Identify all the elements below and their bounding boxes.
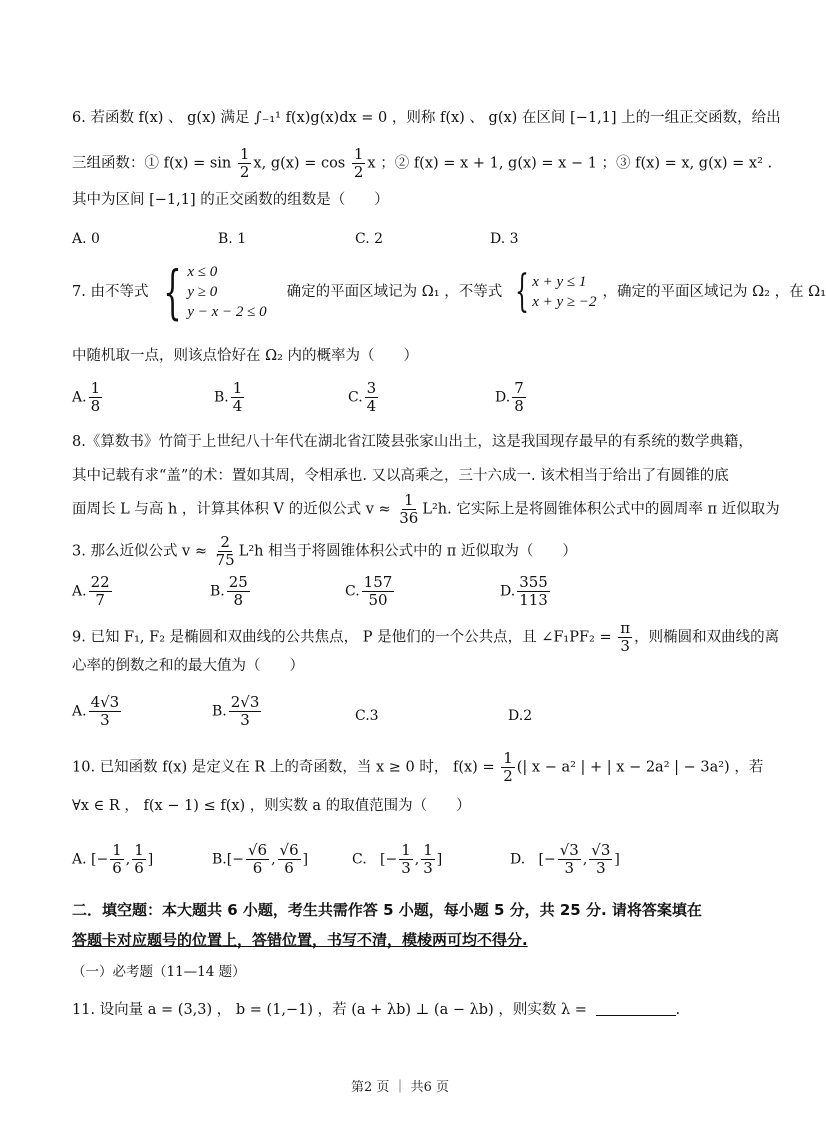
frac-den: 8 [233,591,244,609]
frac-den: 113 [519,591,548,609]
frac-num: √3 [559,841,579,859]
q7-option-b[interactable] [214,380,246,415]
frac-den: 3 [240,711,250,729]
frac-num: 1 [401,841,411,859]
q8-option-c[interactable] [345,574,396,609]
q6-option-c[interactable]: C. 2 [355,231,384,247]
frac-den: 6 [134,859,144,877]
option-label: C. [355,708,370,724]
frac-den: 50 [368,591,388,609]
q8-line3 [72,492,780,527]
q9-option-d[interactable] [508,706,532,726]
option-label: D. [500,583,516,600]
frac-den: 8 [514,397,524,415]
left-brace: { [163,258,183,326]
q7-line2: 中随机取一点，则该点恰好在 Ω₂ 内的概率为（ ） [72,348,419,364]
frac-den: 75 [215,551,235,569]
page-footer: 第2 页 ｜ 共6 页 [350,1080,450,1095]
frac-den: 4 [232,397,243,415]
q6-line2-mid1: x, g(x) = cos [253,155,350,172]
frac-num: 1 [423,841,433,859]
sys2-row: x + y ≤ 1 [532,274,587,290]
q8-line3-b: L²h. 它实际上是将圆锥体积公式中的圆周率 π 近似取为 [422,501,780,518]
frac-num: 25 [228,573,248,591]
option-label: C. [352,851,367,868]
frac-den: 2 [353,163,364,181]
q9-line1-b: ，则椭圆和双曲线的离 [634,629,780,646]
option-label: A. [72,851,87,868]
frac-num: 1 [353,145,364,163]
section2-subheading: （一）必考题（11—14 题） [72,964,246,980]
q6-line2 [72,146,772,181]
frac-num: 1 [404,491,414,509]
q7-option-d[interactable] [495,380,528,415]
frac-num: 2√3 [230,693,260,711]
frac-den: 3 [620,637,630,655]
q8-option-b[interactable] [210,574,252,609]
q6-option-d[interactable]: D. 3 [490,231,519,247]
option-value: 3 [369,708,379,724]
q11-line: 11. 设向量 a = (3,3) ， b = (1,−1) ，若 (a + λb) ⊥ (a − λb) ，则实数 λ = . [72,1002,681,1018]
frac-num: √3 [591,841,611,859]
frac-den: 3 [401,859,411,877]
frac-den: 6 [252,859,263,877]
answer-blank[interactable] [596,1015,676,1016]
option-label: B. [214,389,229,406]
option-label: C. [345,583,360,600]
q11-text: 11. 设向量 a = (3,3) ， b = (1,−1) ，若 (a + λb) ⊥ (a − λb) ，则实数 λ = [72,1002,592,1018]
frac-num: π [620,619,631,637]
option-label: D. [510,851,526,868]
q7-option-c[interactable] [348,380,380,415]
q9-line1 [72,620,779,655]
q10-option-b[interactable]: B.[− $\frac{√6}{6}$ , $\frac{√6}{6}$ ] [212,841,309,877]
section2-instructions: 答题卡对应题号的位置上，答错位置，书写不清，模棱两可均不得分. [72,931,528,949]
frac-den: 7 [95,591,105,609]
q10-line1-a: 10. 已知函数 f(x) 是定义在 R 上的奇函数，当 x ≥ 0 时， f(x) = [72,759,500,776]
section2-heading: 二．填空题：本大题共 6 小题，考生共需作答 5 小题，每小题 5 分，共 25 分. 请将答案填在 [72,901,702,919]
q9-option-a[interactable] [72,694,123,729]
frac-num: 1 [232,379,243,397]
q6-line2-mid2: x ；② f(x) = x + 1, g(x) = x − 1 ；③ f(x) = x, g(x) = x² . [367,155,773,172]
frac-num: 2 [220,533,230,551]
frac-num: 1 [134,841,144,859]
option-label: A. [72,583,87,600]
frac-den: 3 [596,859,606,877]
half-fraction [352,146,366,181]
q7-prefix: 7. 由不等式 [72,284,149,300]
frac-den: 6 [112,859,122,877]
inequality-system-1 [154,258,267,326]
frac-num: 4√3 [90,693,120,711]
q8-line3-a: 面周长 L 与高 h ，计算其体积 V 的近似公式 v ≈ [72,501,396,518]
q7-option-a[interactable] [72,380,104,415]
q10-option-a[interactable]: A. [− $\frac{1}{6}$ , $\frac{1}{6}$ ] [72,841,154,877]
q9-option-b[interactable] [212,694,263,729]
frac-den: 3 [100,711,110,729]
frac-den: 3 [564,859,575,877]
frac-num: 3 [366,379,377,397]
frac-num: 355 [519,573,548,591]
frac-num: 1 [239,145,250,163]
q10-line2: ∀x ∈ R ， f(x − 1) ≤ f(x) ，则实数 a 的取值范围为（ ） [72,798,471,814]
option-label: D. [495,389,511,406]
left-brace: { [515,266,530,317]
option-label: C. [348,389,363,406]
q7-suffix: ，确定的平面区域记为 Ω₂ ，在 Ω₁ [602,284,826,300]
frac-den: 2 [503,767,513,785]
frac-num: √6 [279,841,299,859]
frac-num: 157 [363,573,393,591]
frac-num: 1 [503,749,513,767]
option-label: A. [72,703,87,720]
frac-num: 1 [90,379,101,397]
q7-line1 [72,258,826,326]
frac-den: 4 [366,397,377,415]
q10-line1-b: (| x − a² | + | x − 2a² | − 3a²) ，若 [516,759,764,776]
frac-den: 2 [239,163,250,181]
option-label: B. [210,583,225,600]
q6-option-a[interactable]: A. 0 [72,231,100,247]
q8-line4-a: 3. 那么近似公式 v ≈ [72,543,212,560]
q8-option-d[interactable] [500,574,552,609]
sys1-row: y − x − 2 ≤ 0 [187,304,267,320]
option-label: D. [508,708,524,724]
sys1-row: y ≥ 0 [187,284,218,300]
sys2-row: x + y ≥ −2 [532,294,597,310]
frac-den: 8 [90,397,101,415]
q8-option-a[interactable] [72,574,114,609]
q9-line1-a: 9. 已知 F₁, F₂ 是椭圆和双曲线的公共焦点， P 是他们的一个公共点，且 ∠F₁PF₂ = [72,629,617,646]
sys1-row: x ≤ 0 [187,264,218,280]
half-fraction [238,146,252,181]
q8-line1: 8.《算数书》竹简于上世纪八十年代在湖北省江陵县张家山出土，这是我国现存最早的有系统的数学典籍， [72,434,753,450]
frac-num: 7 [514,379,524,397]
q7-mid: 确定的平面区域记为 Ω₁ ，不等式 [286,284,503,300]
q9-line2: 心率的倒数之和的最大值为（ ） [72,658,304,674]
q6-option-b[interactable]: B. 1 [218,231,247,247]
q9-option-c[interactable] [355,706,379,726]
q8-line4 [72,534,577,569]
frac-num: 22 [90,573,110,591]
frac-den: 36 [399,509,419,527]
frac-den: 6 [284,859,294,877]
q6-line3: 其中为区间 [−1,1] 的正交函数的组数是（ ） [72,192,389,208]
option-label: A. [72,389,87,406]
q8-line4-b: L²h 相当于将圆锥体积公式中的 π 近似取为（ ） [238,543,577,560]
q8-line2: 其中记载有求“盖”的术：置如其周，令相承也. 又以高乘之，三十六成一. 该术相当于给出了有圆锥的底 [72,468,729,484]
option-value: 2 [523,708,533,724]
inequality-system-2 [508,266,597,317]
q6-line2-prefix: 三组函数：① f(x) = sin [72,155,236,172]
q6-line1: 6. 若函数 f(x) 、 g(x) 满足 ∫₋₁¹ f(x)g(x)dx = 0 ，则称 f(x) 、 g(x) 在区间 [−1,1] 上的一组正交函数，给出 [72,110,781,126]
option-label: B. [212,851,227,868]
frac-num: √6 [247,841,268,859]
option-label: B. [212,703,227,720]
q10-option-d[interactable]: D. [− $\frac{√3}{3}$ , $\frac{√3}{3}$ ] [510,841,620,877]
q10-line1 [72,750,763,785]
frac-num: 1 [112,841,122,859]
frac-den: 3 [423,859,433,877]
q10-option-c[interactable]: C. [− $\frac{1}{3}$ , $\frac{1}{3}$ ] [352,841,443,877]
